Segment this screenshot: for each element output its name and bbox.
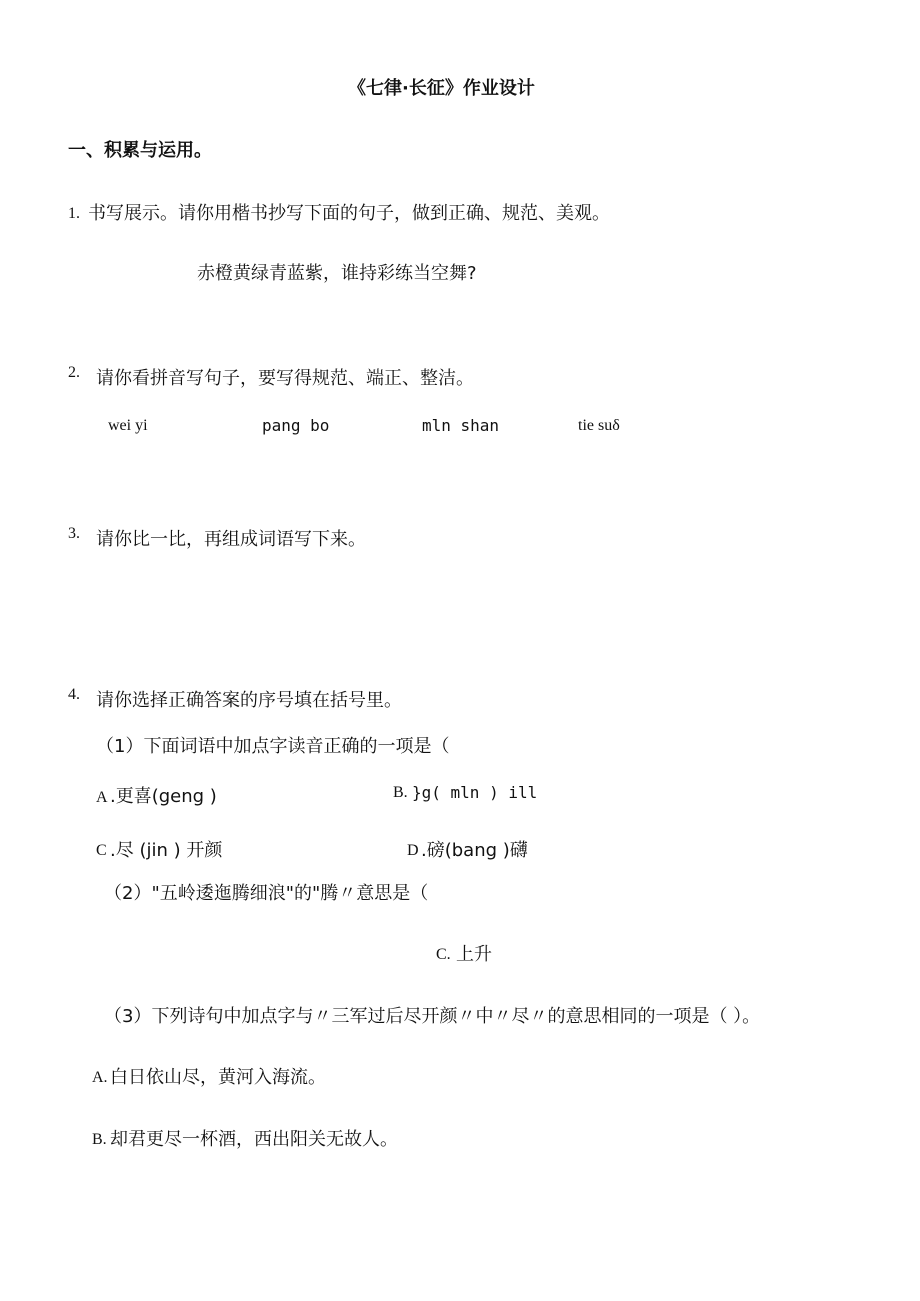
q2-number: 2. [68,364,80,381]
q4-sub2-optC-letter: C. [436,946,451,963]
q4-sub1-optB-letter: B. [393,784,408,801]
q4-sub2-stem: （2）"五岭逶迤腾细浪"的"腾〃意思是（ [104,883,429,904]
q4-sub3-stem: （3）下列诗句中加点字与〃三军过后尽开颜〃中〃尽〃的意思相同的一项是（ ）。 [104,1006,761,1027]
q4-sub1-stem: （1）下面词语中加点字读音正确的一项是（ [96,736,450,757]
q3-text: 请你比一比，再组成词语写下来。 [96,529,366,550]
pinyin-1: wei yi [108,417,148,434]
page-title: 《七律·长征》作业设计 [348,78,535,99]
q4-number: 4. [68,686,80,703]
pinyin-4: tie suδ [578,417,620,434]
q4-sub1-optA-text: .更喜(geng ) [110,786,217,807]
q4-sub1-optD-letter: D [407,842,419,859]
q4-sub3-optB-text: 却君更尽一杯酒，西出阳关无故人。 [110,1129,398,1150]
q4-sub1-optA-letter: A [96,789,108,806]
q4-sub1-optD-text: .磅(bang )礴 [421,840,528,861]
q3-number: 3. [68,525,80,542]
q4-sub3-optA-letter: A. [92,1069,108,1086]
q4-sub1-optC-text: .尽 (jin ) 开颜 [110,840,223,861]
pinyin-3: mln shan [422,416,500,435]
q4-sub1-optB-text: }g( mln ) ill [412,783,538,802]
q4-sub1-optC-letter: C [96,842,107,859]
q4-sub3-optB-letter: B. [92,1131,107,1148]
q1-number: 1. [68,205,80,222]
q4-sub2-optC-text: 上升 [456,944,492,965]
q2-text: 请你看拼音写句子，要写得规范、端正、整洁。 [96,368,474,389]
pinyin-2: pang bo [262,416,330,435]
section-heading-1: 一、积累与运用。 [68,140,212,161]
q1-sentence: 赤橙黄绿青蓝紫，谁持彩练当空舞? [197,263,477,284]
q1-text: 书写展示。请你用楷书抄写下面的句子，做到正确、规范、美观。 [88,203,610,224]
q4-text: 请你选择正确答案的序号填在括号里。 [96,690,402,711]
q4-sub3-optA-text: 白日依山尽，黄河入海流。 [110,1067,326,1088]
